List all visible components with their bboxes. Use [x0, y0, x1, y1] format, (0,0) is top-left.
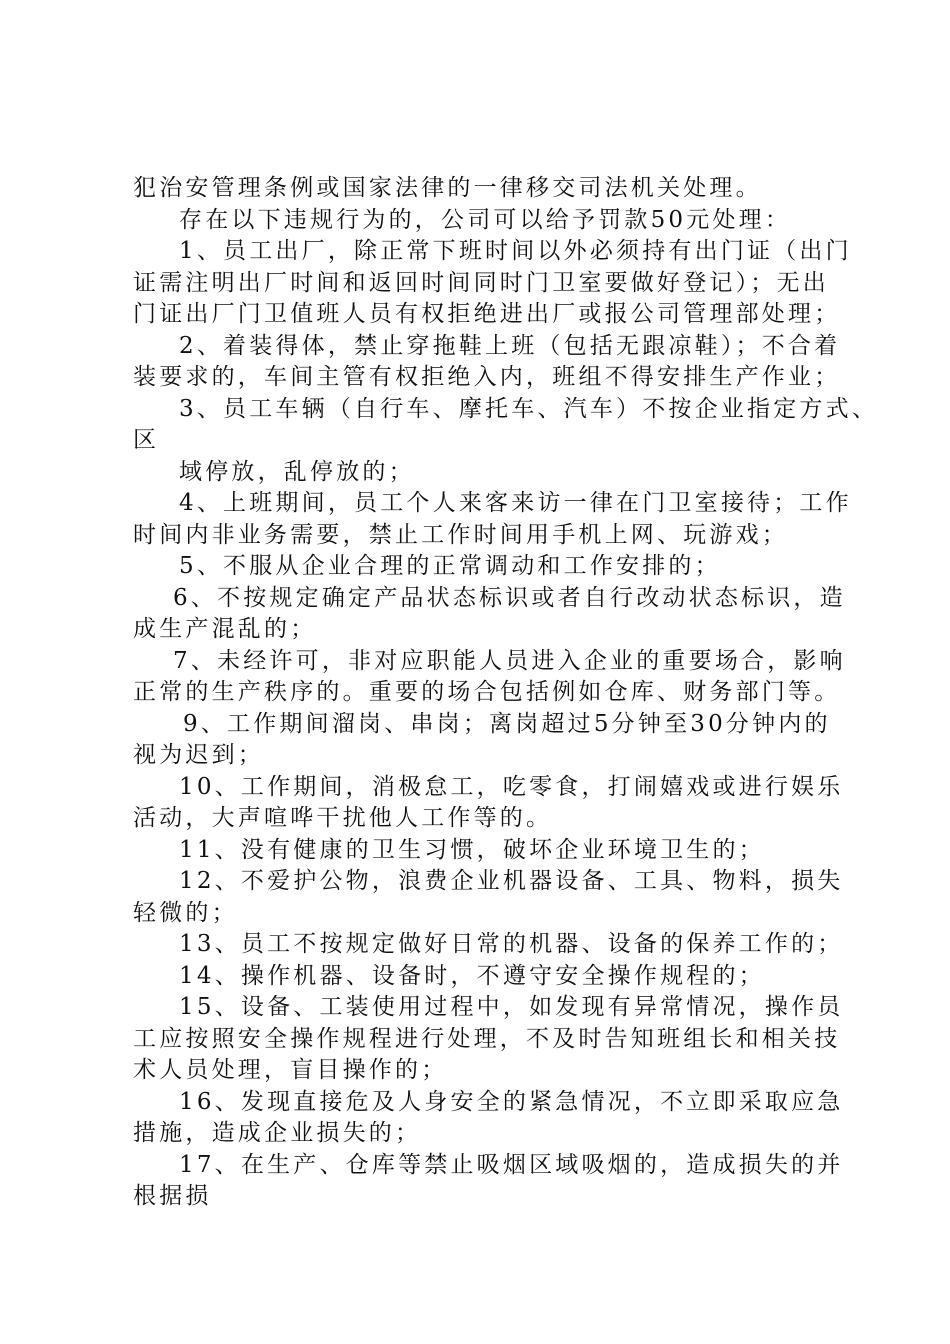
text-line: 存在以下违规行为的，公司可以给予罚款50元处理：: [179, 206, 792, 233]
text-line: 轻微的；: [133, 899, 238, 926]
document-body: [133, 173, 879, 1213]
text-line: 3、员工车辆（自行车、摩托车、汽车）不按企业指定方式、: [179, 395, 879, 422]
text-line: 根据损: [133, 1183, 212, 1209]
text-line: 14、操作机器、设备时，不遵守安全操作规程的；: [179, 962, 765, 989]
text-line: 术人员处理，盲目操作的；: [133, 1057, 448, 1083]
text-line: 犯治安管理条例或国家法律的一律移交司法机关处理。: [133, 175, 762, 201]
text-line: 7、未经许可，非对应职能人员进入企业的重要场合，影响: [173, 647, 846, 674]
text-line: 5、不服从企业合理的正常调动和工作安排的；: [179, 553, 721, 579]
text-line: 11、没有健康的卫生习惯，破坏企业环境卫生的；: [179, 836, 765, 863]
text-line: 正常的生产秩序的。重要的场合包括例如仓库、财务部门等。: [133, 679, 841, 705]
text-line: 域停放，乱停放的；: [179, 458, 415, 485]
text-line: 门证出厂门卫值班人员有权拒绝进出厂或报公司管理部处理；: [133, 301, 841, 327]
text-line: 区: [133, 427, 160, 453]
text-line: 13、员工不按规定做好日常的机器、设备的保养工作的；: [179, 931, 844, 957]
text-line: 17、在生产、仓库等禁止吸烟区域吸烟的，造成损失的并: [179, 1151, 844, 1178]
text-line: 工应按照安全操作规程进行处理，不及时告知班组长和相关技: [133, 1025, 841, 1052]
text-line: 9、工作期间溜岗、串岗；离岗超过5分钟至30分钟内的: [183, 710, 831, 737]
text-line: 12、不爱护公物，浪费企业机器设备、工具、物料，损失: [179, 868, 844, 894]
text-line: 措施，造成企业损失的；: [133, 1120, 422, 1146]
text-line: 视为迟到；: [133, 742, 264, 768]
text-line: 活动，大声喧哗干扰他人工作等的。: [133, 805, 553, 831]
text-line: 成生产混乱的；: [133, 616, 317, 642]
text-line: 时间内非业务需要，禁止工作时间用手机上网、玩游戏；: [133, 521, 788, 548]
text-line: 证需注明出厂时间和返回时间同时门卫室要做好登记）；无出: [133, 269, 829, 296]
text-line: 1、员工出厂，除正常下班时间以外必须持有出门证（出门: [179, 238, 852, 264]
text-line: 装要求的，车间主管有权拒绝入内，班组不得安排生产作业；: [133, 364, 841, 390]
text-line: 2、着装得体，禁止穿拖鞋上班（包括无跟凉鞋）；不合着: [179, 332, 841, 359]
text-line: 4、上班期间，员工个人来客来访一律在门卫室接待；工作: [179, 490, 852, 516]
text-line: 10、工作期间，消极怠工，吃零食，打闹嬉戏或进行娱乐: [179, 773, 844, 800]
text-line: 15、设备、工装使用过程中，如发现有异常情况，操作员: [179, 994, 844, 1020]
text-line: 6、不按规定确定产品状态标识或者自行改动状态标识，造: [173, 584, 846, 611]
text-line: 16、发现直接危及人身安全的紧急情况，不立即采取应急: [179, 1088, 844, 1115]
